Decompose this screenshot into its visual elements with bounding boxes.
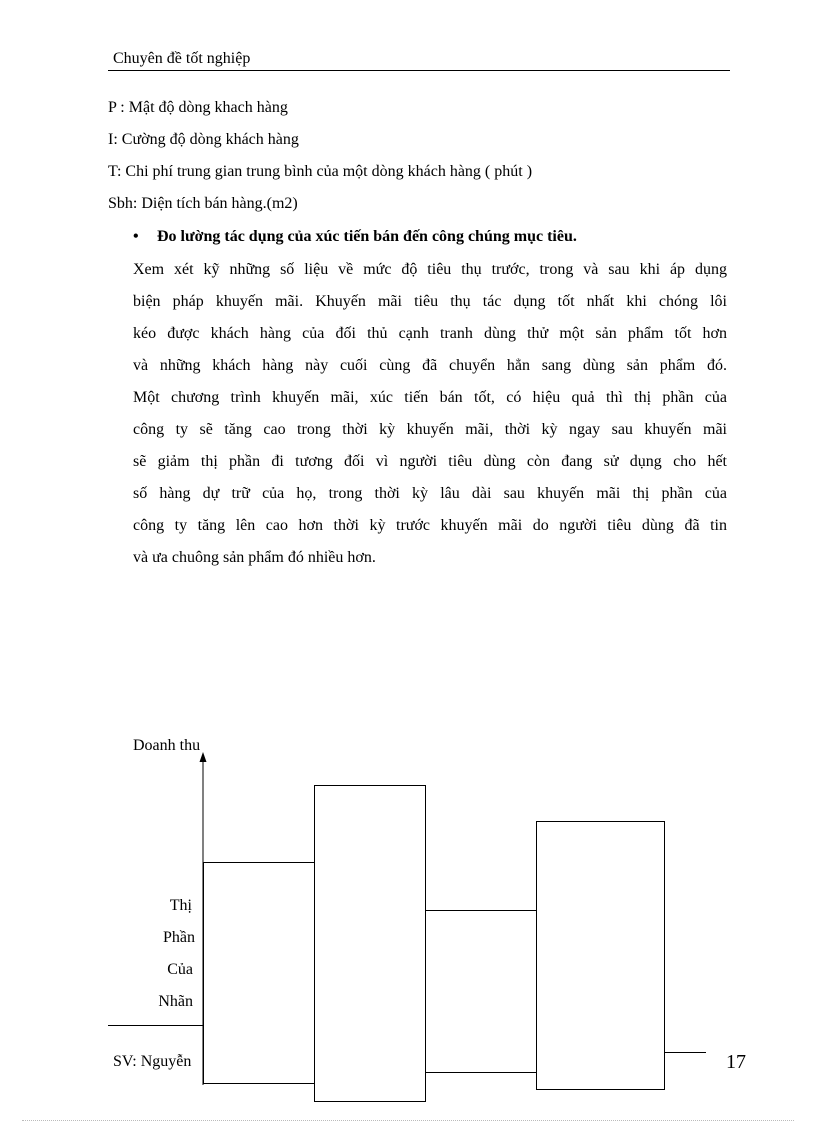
paragraph-line: công ty sẽ tăng cao trong thời kỳ khuyến mãi, thời kỳ ngay sau khuyến mãi xyxy=(133,421,727,438)
side-label-line: Phần xyxy=(163,929,195,946)
bullet-icon: • xyxy=(133,228,139,245)
bullet-heading-text: Đo lường tác dụng của xúc tiến bán đến công chúng mục tiêu. xyxy=(157,228,577,245)
paragraph-line: kéo được khách hàng của đối thủ cạnh tranh dùng thử một sản phẩm tốt hơn xyxy=(133,325,727,342)
period-before-promotion-box xyxy=(204,863,315,1084)
definition-t: T: Chi phí trung gian trung bình của một dòng khách hàng ( phút ) xyxy=(108,163,533,180)
period-after-promotion-box xyxy=(426,911,537,1073)
side-label-line: Thị xyxy=(169,897,192,914)
page-bottom-border xyxy=(22,1120,794,1121)
y-axis-arrow-icon xyxy=(200,752,207,762)
period-long-term-box xyxy=(537,822,665,1090)
period-during-promotion-box xyxy=(315,786,426,1102)
page-number: 17 xyxy=(726,1051,746,1073)
paragraph-line: công ty tăng lên cao hơn thời kỳ trước khuyến mãi do người tiêu dùng đã tin xyxy=(133,517,727,534)
paragraph-line: biện pháp khuyến mãi. Khuyến mãi tiêu thụ tác dụng tốt nhất khi chóng lôi xyxy=(133,293,727,310)
definition-p: P : Mật độ dòng khach hàng xyxy=(108,99,288,116)
definition-sbh: Sbh: Diện tích bán hàng.(m2) xyxy=(108,195,298,212)
side-label-line: Nhãn xyxy=(158,993,193,1010)
y-axis-label: Doanh thu xyxy=(133,737,201,754)
definition-i: I: Cường độ dòng khách hàng xyxy=(108,131,299,148)
paragraph-line: và ưa chuông sản phẩm đó nhiều hơn. xyxy=(133,549,376,566)
paragraph-line: Xem xét kỹ những số liệu về mức độ tiêu thụ trước, trong và sau khi áp dụng xyxy=(133,261,727,278)
paragraph-line: số hàng dự trữ của họ, trong thời kỳ lâu dài sau khuyến mãi thị phần của xyxy=(133,485,727,502)
paragraph-line: và những khách hàng này cuối cùng đã chuyển hẳn sang dùng sản phẩm đó. xyxy=(133,357,727,374)
footer-student-name: SV: Nguyễn xyxy=(113,1053,192,1070)
paragraph-line: Một chương trình khuyến mãi, xúc tiến bán tốt, có hiệu quả thì thị phần của xyxy=(133,389,727,406)
header-title: Chuyên đề tốt nghiệp xyxy=(113,50,251,67)
side-label-line: Của xyxy=(167,961,193,978)
paragraph-line: sẽ giảm thị phần đi tương đối vì người tiêu dùng còn đang sử dụng cho hết xyxy=(133,453,727,470)
